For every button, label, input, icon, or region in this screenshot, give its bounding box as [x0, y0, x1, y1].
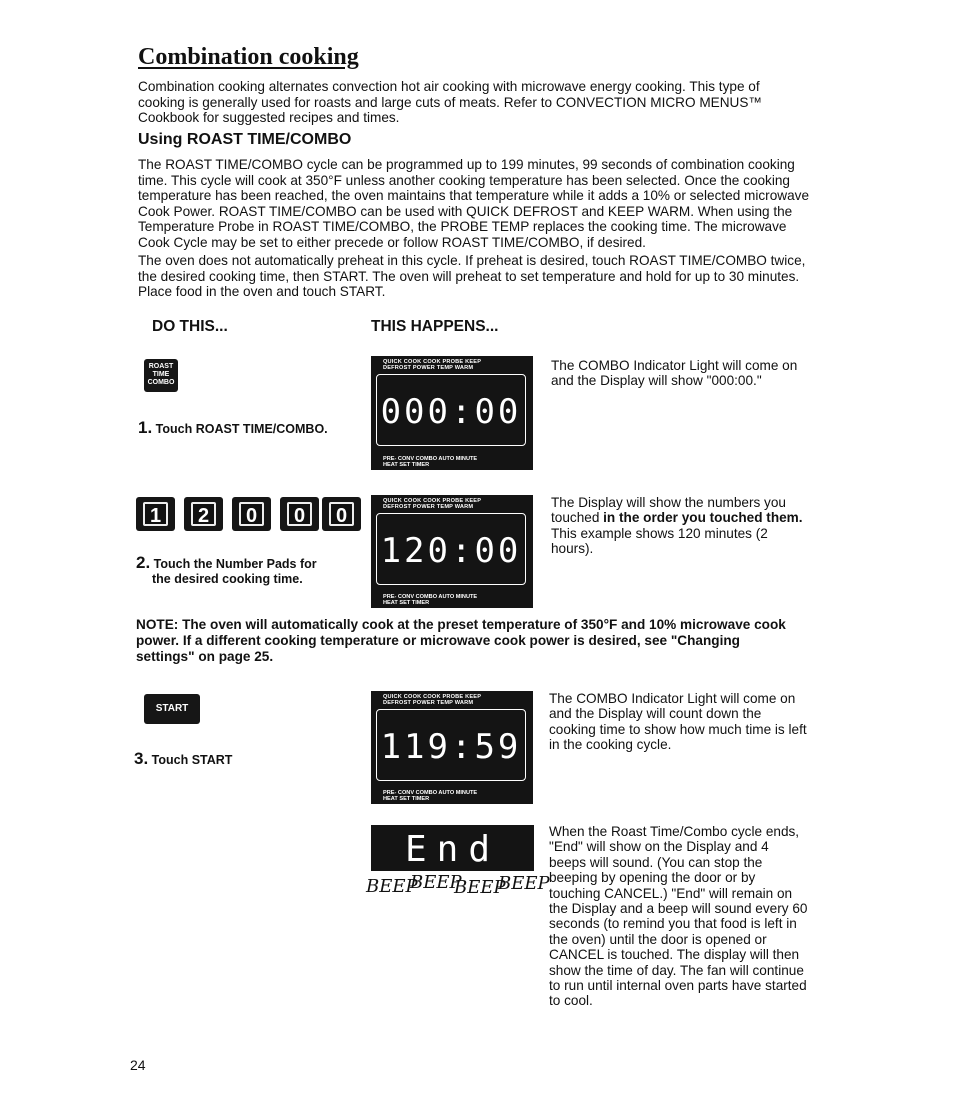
page-title: Combination cooking	[138, 44, 359, 70]
step-3-text: Touch START	[151, 753, 233, 767]
page-number: 24	[130, 1057, 146, 1073]
display-top-labels: QUICK COOK COOK PROBE KEEP DEFROST POWER TEMP WARM	[383, 694, 482, 707]
step-1-instruction	[138, 418, 328, 438]
step-3-result: The COMBO Indicator Light will come on and the Display will count down the cooking time to show how much time is left in the cooking cycle.	[549, 691, 807, 753]
number-pad-0: 0	[322, 497, 361, 531]
column-heading-do-this: DO THIS...	[152, 318, 228, 335]
step-3-number: 3.	[134, 749, 149, 768]
column-heading-this-happens: THIS HAPPENS...	[371, 318, 499, 335]
display-screen	[376, 374, 526, 446]
end-description: When the Roast Time/Combo cycle ends, "End" will show on the Display and 4 beeps will sound. (You can stop the beeping by opening the door or by touching CANCEL.) "End" will remain on the Display and a beep will sound every 60 seconds (to remind you that food is left in the oven) until the door is opened or CANCEL is touched. The display will then show the time of day. The fan will continue to run until internal oven parts have started to cool.	[549, 824, 808, 1009]
number-pad-2: 2	[184, 497, 223, 531]
display-readout: 000:00	[380, 392, 522, 432]
beep-text: BEEP	[498, 873, 550, 894]
body-paragraph-2: The oven does not automatically preheat in this cycle. If preheat is desired, touch ROAST TIME/COMBO twice, the desired cooking time, then START. The oven will preheat to set temperature and hold for up to 30 minutes. Place food in the oven and touch START.	[138, 253, 806, 300]
beep-text: BEEP	[366, 876, 418, 897]
step-3-instruction	[134, 749, 232, 769]
roast-key-label-1: ROAST	[148, 363, 174, 370]
note-text: NOTE: The oven will automatically cook at the preset temperature of 350°F and 10% microwave cook power. If a different cooking temperature or microwave cook power is desired, see "Changing settings" on page 25.	[136, 617, 786, 664]
beep-text: BEEP	[454, 877, 506, 898]
end-display	[371, 825, 534, 871]
display-top-labels: QUICK COOK COOK PROBE KEEP DEFROST POWER TEMP WARM	[383, 359, 482, 372]
display-screen	[376, 709, 526, 781]
step-1-number: 1.	[138, 418, 153, 437]
display-readout: 119:59	[380, 727, 522, 767]
intro-paragraph: Combination cooking alternates convection hot air cooking with microwave energy cooking. This type of cooking is generally used for roasts and large cuts of meats. Refer to CONVECTION MICRO MENUS™ Cookbook for suggested recipes and times.	[138, 79, 763, 126]
step-2-instruction	[136, 555, 317, 587]
beep-sounds	[366, 872, 550, 902]
step-2-text-2: the desired cooking time.	[152, 572, 303, 586]
step-1-text: Touch ROAST TIME/COMBO.	[155, 422, 328, 436]
number-pad-0: 0	[280, 497, 319, 531]
step-2-result: The Display will show the numbers you touched in the order you touched them. This example shows 120 minutes (2 hours).	[551, 495, 803, 557]
start-key: START	[144, 694, 200, 724]
body-paragraph-1: The ROAST TIME/COMBO cycle can be programmed up to 199 minutes, 99 seconds of combination cooking time. This cycle will cook at 350°F unless another cooking temperature has been selected. Once the cooking temperature has been reached, the oven maintains that temperature while it adds a 10% or selected microwave Cook Power. ROAST TIME/COMBO can be used with QUICK DEFROST and KEEP WARM. When using the Temperature Probe in ROAST TIME/COMBO, the PROBE TEMP replaces the cooking time. The microwave Cook Cycle may be set to either precede or follow ROAST TIME/COMBO, if desired.	[138, 157, 809, 250]
display-bottom-labels: PRE- CONV COMBO AUTO MINUTE HEAT SET TIMER	[383, 455, 478, 468]
step-2-number: 2.	[136, 553, 151, 572]
display-top-labels: QUICK COOK COOK PROBE KEEP DEFROST POWER TEMP WARM	[383, 498, 482, 511]
beep-text: BEEP	[410, 872, 462, 893]
step-2-text: Touch the Number Pads for	[153, 557, 317, 571]
roast-key-label-2: TIME	[152, 371, 170, 378]
display-bottom-labels: PRE- CONV COMBO AUTO MINUTE HEAT SET TIMER	[383, 593, 478, 606]
display-bottom-labels: PRE- CONV COMBO AUTO MINUTE HEAT SET TIMER	[383, 789, 478, 802]
oven-display-2	[371, 495, 533, 608]
display-readout: 120:00	[380, 531, 522, 571]
display-screen	[376, 513, 526, 585]
number-pad-0: 0	[232, 497, 271, 531]
oven-display-1	[371, 356, 533, 470]
oven-display-3	[371, 691, 533, 804]
roast-key-label-3: COMBO	[147, 379, 175, 386]
step-1-result: The COMBO Indicator Light will come on and the Display will show "000:00."	[551, 358, 798, 389]
section-subheading: Using ROAST TIME/COMBO	[138, 131, 352, 148]
end-readout: End	[404, 829, 501, 870]
number-pad-1: 1	[136, 497, 175, 531]
roast-time-combo-key	[144, 359, 178, 392]
